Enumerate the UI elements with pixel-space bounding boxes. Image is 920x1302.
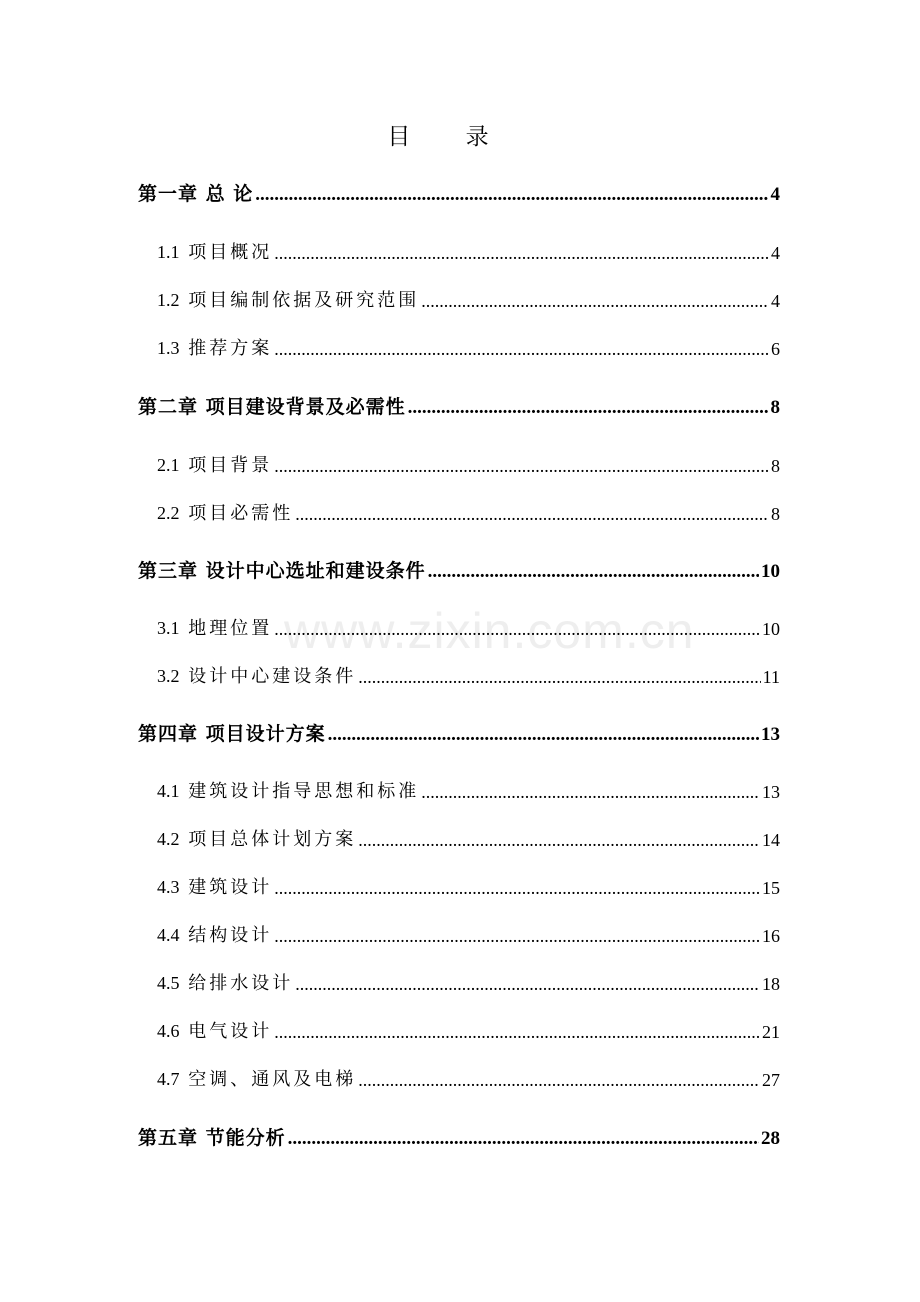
section-number: 4.2 <box>157 829 180 849</box>
toc-page-number: 10 <box>762 619 780 639</box>
leader-dots <box>274 243 769 264</box>
section-title: 推荐方案 <box>188 338 273 359</box>
section-number: 2.1 <box>157 455 180 475</box>
leader-dots <box>408 397 769 419</box>
leader-dots <box>274 619 760 640</box>
toc-page-number: 21 <box>762 1022 780 1042</box>
toc-page-number: 15 <box>762 878 780 898</box>
leader-dots <box>295 974 760 995</box>
toc-page-number: 8 <box>771 504 780 524</box>
toc-label <box>157 825 356 851</box>
toc-page-number: 8 <box>770 397 780 418</box>
toc-label <box>157 777 419 803</box>
section-title: 项目总体计划方案 <box>188 829 357 850</box>
toc-page-number: 18 <box>762 974 780 994</box>
leader-dots <box>255 184 768 206</box>
section-title: 项目背景 <box>188 455 273 476</box>
toc-label <box>157 921 272 947</box>
leader-dots <box>358 1070 760 1091</box>
toc-section-3-1[interactable] <box>157 612 780 640</box>
leader-dots <box>421 782 760 803</box>
section-title: 给排水设计 <box>188 973 294 994</box>
section-number: 4.3 <box>157 877 180 897</box>
toc-chapter-4[interactable] <box>138 718 780 746</box>
section-number: 3.2 <box>157 666 180 686</box>
section-title: 结构设计 <box>188 925 273 946</box>
leader-dots <box>274 339 769 360</box>
toc-page-number: 11 <box>762 667 780 687</box>
toc-section-4-5[interactable] <box>157 967 780 995</box>
section-title: 电气设计 <box>188 1021 273 1042</box>
leader-dots <box>358 667 760 688</box>
toc-chapter-2[interactable] <box>138 391 780 419</box>
toc-page-number: 28 <box>761 1128 780 1149</box>
section-number: 4.4 <box>157 925 180 945</box>
toc-label <box>157 1065 356 1091</box>
toc-label: 第二章 项目建设背景及必需性 <box>138 396 406 418</box>
toc-page-number: 4 <box>771 291 780 311</box>
leader-dots <box>274 926 760 947</box>
section-title: 项目编制依据及研究范围 <box>188 290 420 311</box>
toc-page-number: 16 <box>762 926 780 946</box>
section-number: 1.1 <box>157 242 180 262</box>
toc-section-1-3[interactable] <box>157 332 780 360</box>
leader-dots <box>358 830 760 851</box>
section-number: 1.3 <box>157 338 180 358</box>
toc-section-4-1[interactable] <box>157 775 780 803</box>
toc-page-number: 13 <box>761 724 780 745</box>
section-number: 2.2 <box>157 503 180 523</box>
toc-section-4-7[interactable] <box>157 1063 780 1091</box>
leader-dots <box>328 724 759 746</box>
leader-dots <box>274 878 760 899</box>
toc-label <box>157 238 272 264</box>
toc-label <box>157 1017 272 1043</box>
section-number: 4.6 <box>157 1021 180 1041</box>
toc-chapter-3[interactable] <box>138 555 780 583</box>
section-title: 地理位置 <box>188 618 273 639</box>
section-title: 设计中心建设条件 <box>188 666 357 687</box>
toc-label <box>157 451 272 477</box>
toc-section-4-6[interactable] <box>157 1015 780 1043</box>
section-number: 1.2 <box>157 290 180 310</box>
toc-label: 第一章 总 论 <box>138 183 254 205</box>
toc-label: 第五章 节能分析 <box>138 1127 286 1149</box>
toc-page-number: 6 <box>771 339 780 359</box>
toc-page-number: 10 <box>761 561 780 582</box>
toc-section-4-4[interactable] <box>157 919 780 947</box>
toc-section-2-1[interactable] <box>157 449 780 477</box>
toc-label <box>157 969 293 995</box>
toc-section-1-1[interactable] <box>157 236 780 264</box>
section-number: 4.7 <box>157 1069 180 1089</box>
toc-label <box>157 662 356 688</box>
leader-dots <box>295 504 769 525</box>
toc-chapter-5[interactable] <box>138 1122 780 1150</box>
toc-label <box>157 614 272 640</box>
section-number: 3.1 <box>157 618 180 638</box>
section-title: 空调、通风及电梯 <box>188 1069 357 1090</box>
watermark: www.zixin.com.cn <box>284 603 695 659</box>
toc-page-number: 14 <box>762 830 780 850</box>
toc-page-number: 4 <box>770 184 780 205</box>
section-number: 4.5 <box>157 973 180 993</box>
leader-dots <box>288 1128 759 1150</box>
toc-section-2-2[interactable] <box>157 497 780 525</box>
leader-dots <box>421 291 769 312</box>
toc-chapter-1[interactable] <box>138 178 780 206</box>
toc-page-number: 8 <box>771 456 780 476</box>
toc-label <box>157 499 293 525</box>
toc-section-4-2[interactable] <box>157 823 780 851</box>
toc-label <box>157 286 419 312</box>
toc-label: 第三章 设计中心选址和建设条件 <box>138 560 426 582</box>
toc-page-number: 27 <box>762 1070 780 1090</box>
toc-page-number: 13 <box>762 782 780 802</box>
toc-section-1-2[interactable] <box>157 284 780 312</box>
section-title: 建筑设计 <box>188 877 273 898</box>
section-title: 项目必需性 <box>188 503 294 524</box>
toc-label: 第四章 项目设计方案 <box>138 723 326 745</box>
section-title: 建筑设计指导思想和标准 <box>188 781 420 802</box>
toc-section-4-3[interactable] <box>157 871 780 899</box>
toc-section-3-2[interactable] <box>157 660 780 688</box>
section-number: 4.1 <box>157 781 180 801</box>
section-title: 项目概况 <box>188 242 273 263</box>
toc-title: 目 录 <box>387 124 513 150</box>
toc-label <box>157 334 272 360</box>
leader-dots <box>274 456 769 477</box>
leader-dots <box>428 561 759 583</box>
toc-page-number: 4 <box>771 243 780 263</box>
leader-dots <box>274 1022 760 1043</box>
toc-label <box>157 873 272 899</box>
